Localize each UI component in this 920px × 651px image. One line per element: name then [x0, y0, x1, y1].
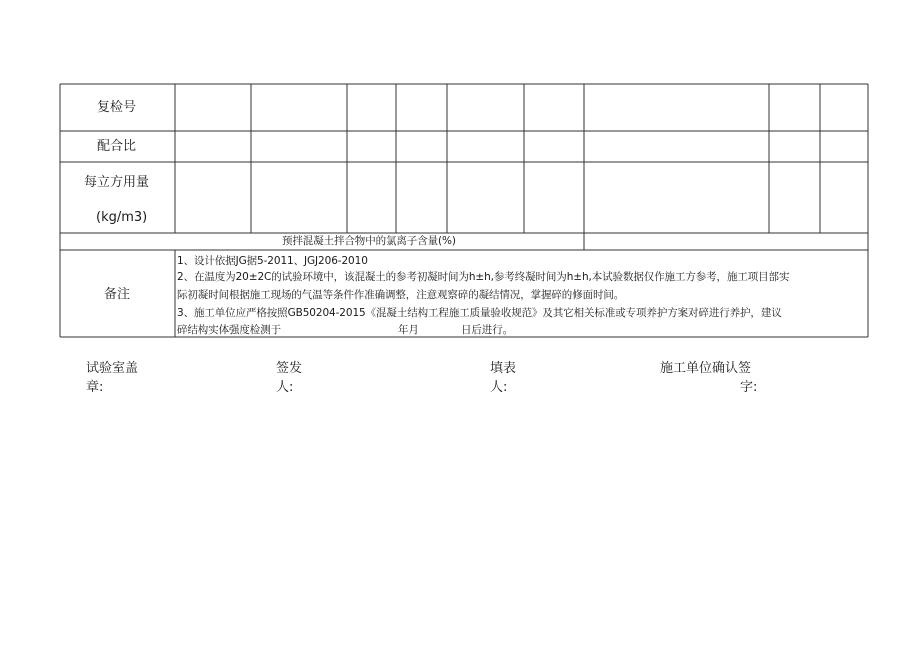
issuer-label: 签发	[276, 361, 303, 376]
filler-label: 填表	[490, 361, 517, 376]
recheck-no-label: 复检号	[97, 100, 137, 115]
per-cubic-label: 每立方用量	[84, 175, 150, 190]
note-line-5b: 年月	[398, 324, 419, 336]
lab-seal-label: 试验室盖	[86, 361, 139, 376]
note-line-2: 2、在温度为20±2C的试验环境中，该混凝土的参考初凝时间为h±h,参考终凝时间为h±h,本试验数据仅作施工方参考，施工项目部实	[177, 271, 790, 283]
note-line-5a: 碎结构实体强度检测于	[177, 324, 281, 336]
lab-seal-label-2: 章:	[86, 380, 104, 395]
note-line-3: 际初凝时间根据施工现场的气温等条件作准确调整，注意观察碎的凝结情况，掌握碎的修面时间。	[177, 289, 625, 301]
issuer-label-2: 人:	[276, 380, 294, 395]
note-line-4: 3、施工单位应严格按照GB50204-2015《混凝土结构工程施工质量验收规范》及其它相关标准或专项养护方案对碎进行养护，建议	[177, 307, 782, 319]
note-line-1: 1、设计依据JG据5-2011、JGJ206-2010	[177, 255, 368, 267]
per-cubic-unit: (kg/m3)	[96, 210, 148, 225]
contractor-label-2: 字:	[740, 380, 758, 395]
filler-label-2: 人:	[490, 380, 508, 395]
mix-ratio-label: 配合比	[97, 139, 137, 154]
contractor-label: 施工单位确认签	[660, 361, 752, 376]
note-line-5c: 日后进行。	[461, 324, 513, 336]
chloride-label: 预拌混凝土拌合物中的氯离子含量(%)	[282, 235, 456, 247]
remarks-label: 备注	[104, 287, 131, 302]
